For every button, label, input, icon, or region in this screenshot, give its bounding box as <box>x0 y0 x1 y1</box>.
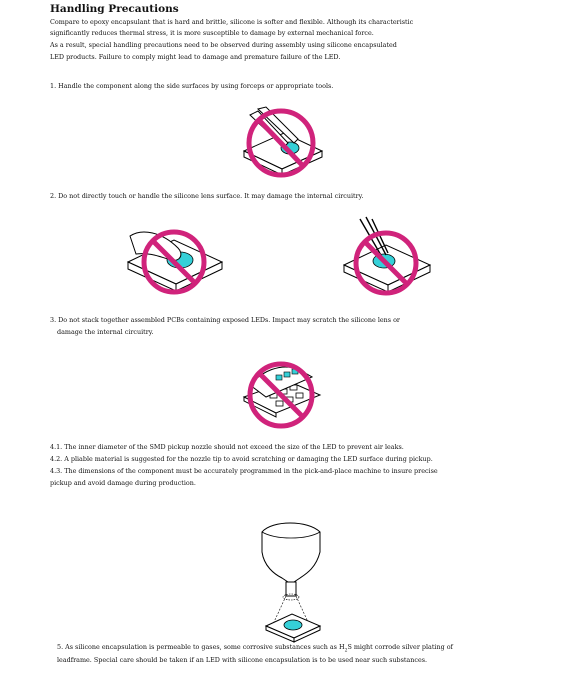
intro-line-3: As a result, special handling precautions need to be observed during assembly using silicone encapsulated <box>50 41 397 49</box>
no-stacked-pcbs-icon <box>236 355 326 435</box>
precaution-2: 2. Do not directly touch or handle the silicone lens surface. It may damage the internal circuitry. <box>50 192 364 200</box>
precaution-3-line-2: damage the internal circuitry. <box>57 328 154 336</box>
intro-line-2: significantly reduces thermal stress, it is more susceptible to damage by external mechanical force. <box>50 29 374 37</box>
precaution-5-line-1: 5. As silicone encapsulation is permeable to gases, some corrosive substances such as $H_2S$ might corrode silver plating of <box>57 643 453 654</box>
precaution-4-2: 4.2. A pliable material is suggested for the nozzle tip to avoid scratching or damaging the LED surface during pickup. <box>50 455 433 463</box>
pickup-nozzle-illustration <box>256 518 326 643</box>
precaution-3-line-1: 3. Do not stack together assembled PCBs containing exposed LEDs. Impact may scratch the silicone lens or <box>50 316 400 324</box>
page-title: Handling Precautions <box>50 3 179 15</box>
precaution-4-3-line-1: 4.3. The dimensions of the component must be accurately programmed in the pick-and-place machine to insure precise <box>50 467 438 475</box>
no-tweezers-touch-icon <box>338 215 438 300</box>
no-forceps-on-lens-icon <box>236 103 326 183</box>
intro-line-1: Compare to epoxy encapsulant that is hard and brittle, silicone is softer and flexible. Although its characteristic <box>50 18 414 26</box>
precaution-4-1: 4.1. The inner diameter of the SMD pickup nozzle should not exceed the size of the LED to prevent air leaks. <box>50 443 404 451</box>
intro-line-4: LED products. Failure to comply might lead to damage and premature failure of the LED. <box>50 53 341 61</box>
precaution-1: 1. Handle the component along the side surfaces by using forceps or appropriate tools. <box>50 82 334 90</box>
no-finger-touch-icon <box>122 218 227 298</box>
precaution-4-3-line-2: pickup and avoid damage during production. <box>50 479 196 487</box>
precaution-5-line-2: leadframe. Special care should be taken if an LED with silicone encapsulation is to be used near such substances. <box>57 656 428 664</box>
